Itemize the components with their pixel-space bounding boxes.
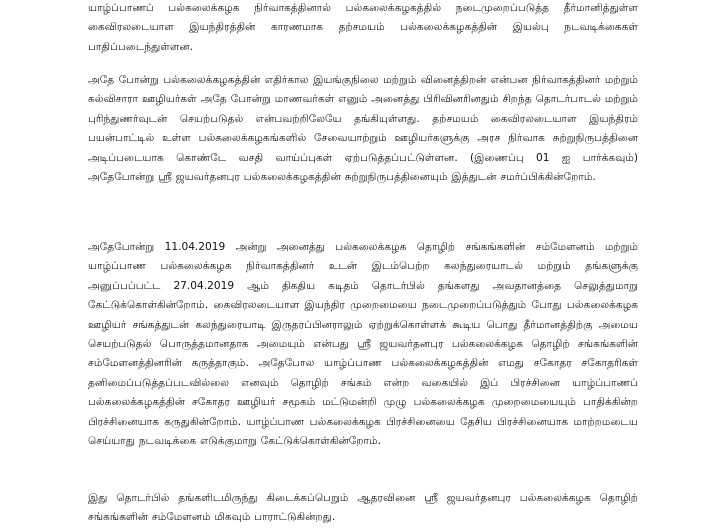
- paragraph-1: யாழ்ப்பாணப் பல்கலைக்கழக நிர்வாகத்தினால் பல்கலைக்கழகத்தில் நடைமுறைப்படுத்த தீர்மானித்துள்ள கைவிரலடையாள இயந்திரத்தின் காரணமாக தற்சமயம் பல்கலைக்கழகத்தின் இயல்பு நடவடிக்கைகள் பாதிப்படைந்துள்ளன.: [88, 2, 638, 53]
- paragraph-3: அதேபோன்று 11.04.2019 அன்று அனைத்து பல்கலைக்கழக தொழிற் சங்கங்களின் சம்மேளனம் மற்றும் யாழ்ப்பாண பல்கலைக்கழக நிர்வாகத்தினர் உடன் இடம்பெற்ற கலந்துரையாடல் மற்றும் தங்களுக்கு அனுப்பப்பட்ட 27.04.2019 ஆம் திகதிய கடிதம் தொடர்பில் தங்களது அவதானத்தை செலுத்துமாறு கேட்டுக்கொள்கின்றோம். கைவிரலடையாள இயந்திர முறைமையை நடைமுறைப்படுத்தும் போது பல்கலைக்கழக ஊழியர் சங்கத்துடன் கலந்துரையாடி இருதரப்பினராலும் ஏற்றுக்கொள்ளக் கூடிய பொது தீர்மானத்திற்கு அமைய செயற்படுதல் பொருத்தமானதாக அமையும் என்பது ஸ்ரீ ஜயவர்தனபுர பல்கலைக்கழக தொழிற் சங்கங்களின் சம்மேளனத்தினரின் கருத்தாகும். அதேபோல யாழ்ப்பாண பல்கலைக்கழகத்தின் எமது சகோதர சகோதரிகள் தனிமைப்படுத்தப்படவில்லை எனவும் தொழிற் சங்கம் என்ற வகையில் இப் பிரச்சினை யாழ்ப்பாணப் பல்கலைக்கழகத்தின் சகோதர ஊழியர் சமூகம் மட்டுமன்றி முழு பல்கலைக்கழக முறைமையையும் பாதிக்கின்ற பிரச்சினையாக கருதுகின்றோம். யாழ்ப்பாண பல்கலைக்கழக பிரச்சினையை தேசிய பிரச்சினையாக மாற்றமடைய செய்யாது நடவடிக்கை எடுக்குமாறு கேட்டுக்கொள்கின்றோம்.: [88, 241, 638, 448]
- paragraph-2: அதே போன்று பல்கலைக்கழகத்தின் எதிர்கால இயங்குநிலை மற்றும் வினைத்திறன் என்பன நிர்வாகத்தினர் மற்றும் கல்விசாரா ஊழியர்கள் அதே போன்று மாணவர்கள் எனும் அனைத்து பிரிவினரினதும் சிறந்த தொடர்பாடல் மற்றும் புரிந்துணர்வுடன் செயற்படுதல் என்பவற்றிலேயே தங்கியுள்ளது. தற்சமயம் கைவிரலடையாள இயந்திரம் பயன்பாட்டில் உள்ள பல்கலைக்கழகங்களில் சேவையாற்றும் ஊழியர்களுக்கு அரச நிர்வாக சுற்றுநிருபத்தினை அடிப்படையாக கொண்டே வசதி வாய்ப்புகள் ஏற்படுத்தப்பட்டுள்ளன. (இணைப்பு 01 ஐ பார்க்கவும்) அதேபோன்று ஸ்ரீ ஜயவர்தனபுர பல்கலைக்கழகத்தின் சுற்றுநிருபத்தினையும் இத்துடன் சமர்ப்பிக்கின்றோம்.: [88, 74, 638, 184]
- paragraph-4: இது தொடர்பில் தங்களிடமிருந்து கிடைக்கப்பெறும் ஆதரவினை ஸ்ரீ ஜயவர்தனபுர பல்கலைக்கழக தொழிற் சங்கங்களின் சம்மேளனம் மிகவும் பாராட்டுகின்றது.: [88, 492, 638, 524]
